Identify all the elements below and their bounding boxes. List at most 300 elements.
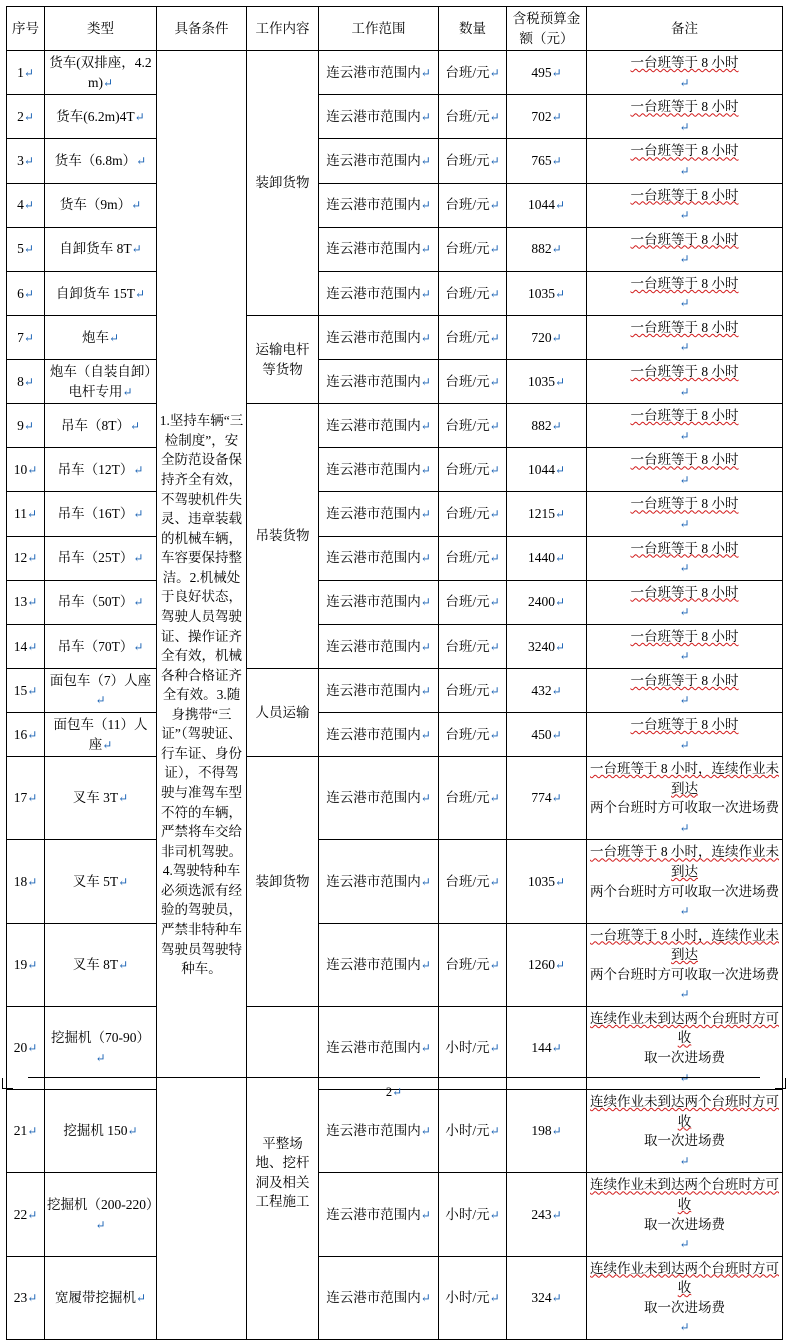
table-row	[7, 360, 783, 404]
header-condition	[157, 7, 247, 51]
pilcrow-mark: ↵	[23, 154, 34, 169]
page-number	[0, 1085, 788, 1100]
table-row	[7, 51, 783, 95]
cell-no	[7, 183, 45, 227]
pilcrow-mark: ↵	[118, 791, 129, 806]
cell-type-text: 吊车（8T）	[60, 417, 130, 433]
pilcrow-mark: ↵	[420, 463, 431, 478]
pilcrow-mark: ↵	[554, 198, 566, 213]
pilcrow-mark: ↵	[133, 463, 144, 478]
cell-type-text: 货车（9m）	[59, 197, 132, 213]
cell-work-scope	[319, 580, 439, 624]
cell-type-text: 货车（6.8m）	[54, 153, 137, 169]
pilcrow-mark: ↵	[95, 1051, 106, 1065]
cell-work-scope	[319, 757, 439, 840]
pilcrow-mark: ↵	[554, 507, 566, 522]
cell-work-scope	[319, 404, 439, 448]
pilcrow-mark: ↵	[489, 242, 500, 257]
page-number-text: 2	[385, 1085, 393, 1099]
header-amount-text: 含税预算金额（元）	[512, 11, 581, 46]
cell-amount-text: 702	[531, 109, 552, 125]
remark-line: 一台班等于 8 小时，连续作业未到达	[590, 761, 779, 796]
cell-quantity	[439, 51, 507, 95]
cell-work-scope	[319, 315, 439, 359]
cell-work-scope-text: 连云港市范围内	[326, 682, 421, 698]
remark-line: 取一次进场费	[644, 1299, 725, 1315]
cell-remark	[587, 624, 783, 668]
cell-work-scope	[319, 360, 439, 404]
pilcrow-mark: ↵	[489, 1290, 500, 1305]
cell-amount-text: 1260	[527, 956, 555, 972]
pilcrow-mark: ↵	[551, 110, 562, 125]
pilcrow-mark: ↵	[420, 1290, 431, 1305]
cell-work-scope-text: 连云港市范围内	[326, 873, 421, 889]
cell-type-text: 炮车	[81, 329, 109, 345]
cell-work-scope	[319, 95, 439, 139]
cell-amount-text: 1035	[527, 873, 555, 889]
pilcrow-mark: ↵	[551, 727, 562, 742]
cell-type-text: 挖掘机（70-90）	[51, 1030, 150, 1046]
pilcrow-mark: ↵	[489, 507, 500, 522]
cell-amount	[507, 227, 587, 271]
cell-no	[7, 536, 45, 580]
cell-no-text: 19	[13, 956, 28, 972]
cell-no-text: 16	[13, 726, 28, 742]
pilcrow-mark: ↵	[27, 595, 38, 610]
table-body	[7, 7, 783, 1340]
pilcrow-mark: ↵	[489, 1041, 500, 1056]
pilcrow-mark: ↵	[27, 957, 38, 972]
cell-quantity-text: 小时/元	[445, 1123, 490, 1139]
cell-work-scope	[319, 536, 439, 580]
pilcrow-mark: ↵	[489, 957, 500, 972]
cell-type	[45, 757, 157, 840]
header-type	[45, 7, 157, 51]
remark-line: 一台班等于 8 小时	[630, 231, 739, 247]
cell-amount	[507, 923, 587, 1006]
cell-quantity-text: 台班/元	[445, 197, 490, 213]
cell-no-text: 4	[17, 197, 24, 213]
cell-type-text: 自卸货车 8T	[59, 241, 132, 257]
cell-amount-text: 432	[531, 682, 552, 698]
pilcrow-mark: ↵	[133, 507, 144, 522]
pilcrow-mark: ↵	[420, 507, 431, 522]
cell-quantity	[439, 923, 507, 1006]
cell-type	[45, 51, 157, 95]
pilcrow-mark: ↵	[135, 286, 146, 301]
cell-type-text: 叉车 8T	[72, 956, 119, 972]
cell-type	[45, 139, 157, 183]
pilcrow-mark: ↵	[27, 1290, 38, 1305]
pilcrow-mark: ↵	[679, 737, 690, 752]
cell-no	[7, 360, 45, 404]
cell-type-text: 吊车（12T）	[57, 462, 134, 478]
pilcrow-mark: ↵	[420, 639, 431, 654]
cell-quantity-text: 小时/元	[445, 1040, 490, 1056]
cell-quantity-text: 台班/元	[445, 594, 490, 610]
cell-remark	[587, 448, 783, 492]
remark-line: 一台班等于 8 小时	[630, 628, 739, 644]
pilcrow-mark: ↵	[489, 595, 500, 610]
pilcrow-mark: ↵	[489, 418, 500, 433]
pilcrow-mark: ↵	[420, 1041, 431, 1056]
cell-remark	[587, 492, 783, 536]
cell-remark	[587, 840, 783, 923]
table-row	[7, 668, 783, 712]
cell-type	[45, 840, 157, 923]
cell-type-text: 货车(双排座，4.2m)	[49, 55, 152, 90]
cell-amount	[507, 448, 587, 492]
remark-line: 一台班等于 8 小时	[630, 672, 739, 688]
pilcrow-mark: ↵	[489, 1124, 500, 1139]
cell-type	[45, 315, 157, 359]
cell-no-text: 11	[13, 506, 27, 522]
cell-amount	[507, 315, 587, 359]
cell-type	[45, 624, 157, 668]
remark-line: 一台班等于 8 小时	[630, 717, 739, 732]
cell-remark	[587, 757, 783, 840]
pilcrow-mark: ↵	[420, 1207, 431, 1222]
cell-no-text: 8	[17, 373, 24, 389]
cell-type	[45, 1173, 160, 1256]
crop-mark-right	[775, 1078, 786, 1089]
pilcrow-mark: ↵	[551, 683, 562, 698]
cell-no-text: 17	[13, 790, 28, 806]
pilcrow-mark: ↵	[679, 561, 690, 576]
cell-amount-text: 495	[531, 64, 552, 80]
cell-amount	[507, 580, 587, 624]
cell-work-scope	[319, 840, 439, 923]
pilcrow-mark: ↵	[27, 1207, 38, 1222]
remark-line: 一台班等于 8 小时	[630, 364, 739, 379]
table-header-row	[7, 7, 783, 51]
pilcrow-mark: ↵	[679, 1153, 690, 1168]
pilcrow-mark: ↵	[134, 110, 145, 125]
cell-quantity-text: 台班/元	[445, 956, 490, 972]
pilcrow-mark: ↵	[131, 198, 142, 213]
pilcrow-mark: ↵	[489, 874, 500, 889]
cell-amount-text: 1035	[527, 373, 555, 389]
cell-work-scope-text: 连云港市范围内	[326, 1040, 421, 1056]
pilcrow-mark: ↵	[489, 551, 500, 566]
pilcrow-mark: ↵	[551, 1290, 562, 1305]
table-row	[7, 227, 783, 271]
cell-amount	[507, 536, 587, 580]
cell-remark	[587, 713, 783, 757]
header-condition-text: 具备条件	[174, 20, 229, 36]
remark-line: 一台班等于 8 小时	[630, 143, 739, 159]
cell-no-text: 6	[17, 285, 24, 301]
cell-type-text: 面包车（7）人座	[49, 672, 152, 688]
cell-work-content-text: 平整场地、挖杆洞及相关工程施工	[255, 1135, 310, 1210]
cell-quantity-text: 台班/元	[445, 638, 490, 654]
pilcrow-mark: ↵	[420, 110, 431, 125]
cell-type	[45, 713, 157, 757]
cell-amount-text: 2400	[527, 594, 555, 610]
cell-work-scope	[319, 448, 439, 492]
cell-work-content	[247, 668, 319, 756]
pilcrow-mark: ↵	[554, 957, 566, 972]
cell-quantity-text: 台班/元	[445, 64, 490, 80]
cell-no	[7, 271, 45, 315]
pilcrow-mark: ↵	[679, 75, 690, 90]
cell-type	[45, 271, 157, 315]
remark-line: 连续作业未到达两个台班时方可收	[590, 1177, 779, 1212]
cell-work-scope	[319, 923, 439, 1006]
cell-amount-text: 144	[531, 1040, 552, 1056]
pilcrow-mark: ↵	[420, 418, 431, 433]
pilcrow-mark: ↵	[127, 1124, 138, 1139]
cell-quantity-text: 小时/元	[445, 1206, 490, 1222]
pilcrow-mark: ↵	[489, 791, 500, 806]
header-no	[7, 7, 45, 51]
pilcrow-mark: ↵	[27, 683, 38, 698]
cell-no	[7, 1173, 45, 1256]
cell-work-scope	[319, 227, 439, 271]
pilcrow-mark: ↵	[420, 1124, 431, 1139]
table-row	[7, 624, 783, 668]
cell-no-text: 18	[13, 873, 28, 889]
cell-quantity-text: 台班/元	[445, 790, 490, 806]
cell-no	[7, 668, 45, 712]
header-amount	[507, 7, 587, 51]
pilcrow-mark: ↵	[108, 330, 120, 345]
cell-amount	[507, 139, 587, 183]
cell-amount-text: 198	[531, 1123, 552, 1139]
cell-quantity	[439, 183, 507, 227]
cell-amount	[507, 840, 587, 923]
header-work-scope-text: 工作范围	[351, 20, 406, 36]
table-row	[7, 580, 783, 624]
cell-work-scope-text: 连云港市范围内	[326, 550, 421, 566]
cell-type	[45, 404, 157, 448]
pilcrow-mark: ↵	[27, 639, 38, 654]
pilcrow-mark: ↵	[489, 683, 500, 698]
cell-no-text: 2	[17, 109, 24, 125]
cell-amount-text: 882	[531, 241, 552, 257]
cell-no	[7, 95, 45, 139]
pilcrow-mark: ↵	[679, 693, 690, 708]
pilcrow-mark: ↵	[679, 1237, 690, 1252]
cell-amount-text: 324	[531, 1289, 552, 1305]
cell-quantity-text: 台班/元	[445, 682, 490, 698]
page-footer	[0, 1071, 788, 1111]
cell-remark	[587, 315, 783, 359]
header-work-content	[247, 7, 319, 51]
cell-quantity	[439, 536, 507, 580]
cell-work-scope	[319, 1256, 439, 1339]
cell-quantity	[439, 757, 507, 840]
cell-amount-text: 3240	[527, 638, 555, 654]
pilcrow-mark: ↵	[551, 65, 562, 80]
table-row	[7, 139, 783, 183]
pilcrow-mark: ↵	[420, 374, 431, 389]
cell-work-content	[247, 51, 319, 316]
table-row	[7, 95, 783, 139]
pilcrow-mark: ↵	[489, 154, 500, 169]
cell-amount-text: 1035	[527, 285, 555, 301]
cell-work-scope-text: 连云港市范围内	[326, 1289, 421, 1305]
cell-amount-text: 450	[531, 726, 552, 742]
cell-quantity	[439, 492, 507, 536]
cell-quantity	[439, 624, 507, 668]
pilcrow-mark: ↵	[135, 1290, 147, 1305]
pilcrow-mark: ↵	[23, 330, 34, 345]
pilcrow-mark: ↵	[679, 208, 690, 223]
pilcrow-mark: ↵	[133, 551, 144, 566]
cell-quantity	[439, 448, 507, 492]
cell-no-text: 23	[13, 1289, 28, 1305]
cell-no	[7, 315, 45, 359]
pilcrow-mark: ↵	[679, 820, 690, 835]
pilcrow-mark: ↵	[679, 428, 690, 443]
cell-no	[7, 404, 45, 448]
remark-line: 一台班等于 8 小时	[630, 584, 739, 600]
pilcrow-mark: ↵	[489, 65, 500, 80]
remark-line: 一台班等于 8 小时	[630, 408, 739, 424]
cell-remark	[587, 580, 783, 624]
cell-no-text: 10	[13, 462, 28, 478]
pilcrow-mark: ↵	[420, 683, 431, 698]
cell-no	[7, 51, 45, 95]
cell-work-scope-text: 连云港市范围内	[326, 153, 421, 169]
pilcrow-mark: ↵	[420, 286, 431, 301]
remark-line: 一台班等于 8 小时	[630, 55, 739, 71]
cell-no	[7, 580, 45, 624]
cell-quantity-text: 台班/元	[445, 285, 490, 301]
pilcrow-mark: ↵	[420, 595, 431, 610]
cell-work-scope-text: 连云港市范围内	[326, 241, 421, 257]
pilcrow-mark: ↵	[118, 874, 129, 889]
cell-no-text: 12	[13, 550, 28, 566]
cell-remark	[587, 923, 783, 1006]
cell-quantity	[439, 1173, 507, 1256]
remark-line: 两个台班时方可收取一次进场费	[590, 883, 779, 899]
cell-amount	[507, 95, 587, 139]
cell-quantity	[439, 580, 507, 624]
cell-quantity	[439, 271, 507, 315]
pilcrow-mark: ↵	[133, 639, 144, 654]
cell-remark	[587, 404, 783, 448]
cell-quantity-text: 台班/元	[445, 329, 490, 345]
header-quantity	[439, 7, 507, 51]
pilcrow-mark: ↵	[23, 374, 34, 389]
pilcrow-mark: ↵	[551, 154, 562, 169]
cell-work-scope-text: 连云港市范围内	[326, 726, 421, 742]
cell-quantity-text: 台班/元	[445, 550, 490, 566]
cell-amount-text: 882	[531, 417, 552, 433]
pilcrow-mark: ↵	[27, 1124, 38, 1139]
cell-amount-text: 1044	[527, 197, 555, 213]
cell-type	[45, 668, 157, 712]
cell-quantity	[439, 95, 507, 139]
pilcrow-mark: ↵	[26, 507, 38, 522]
cell-type	[45, 923, 157, 1006]
cell-quantity-text: 台班/元	[445, 373, 490, 389]
crop-mark-left	[2, 1078, 13, 1089]
cell-no	[7, 492, 45, 536]
pilcrow-mark: ↵	[554, 551, 566, 566]
table-row	[7, 315, 783, 359]
cell-no	[7, 1256, 45, 1339]
cell-work-scope-text: 连云港市范围内	[326, 790, 421, 806]
cell-work-content-text: 装卸货物	[255, 873, 310, 889]
pilcrow-mark: ↵	[420, 551, 431, 566]
cell-work-scope-text: 连云港市范围内	[326, 462, 421, 478]
remark-line: 一台班等于 8 小时	[630, 452, 739, 468]
pilcrow-mark: ↵	[27, 551, 38, 566]
cell-quantity-text: 台班/元	[445, 153, 490, 169]
cell-quantity	[439, 713, 507, 757]
cell-work-content-text: 人员运输	[255, 704, 310, 720]
cell-no-text: 5	[17, 241, 24, 257]
cell-no-text: 15	[13, 682, 28, 698]
cell-type	[45, 448, 157, 492]
cell-type-text: 叉车 5T	[72, 873, 119, 889]
cell-work-scope-text: 连云港市范围内	[326, 1206, 421, 1222]
cell-quantity-text: 台班/元	[445, 462, 490, 478]
cell-type-text: 吊车（25T）	[57, 550, 134, 566]
table-row	[7, 1256, 783, 1339]
cell-amount	[507, 668, 587, 712]
header-work-scope	[319, 7, 439, 51]
table-row	[7, 492, 783, 536]
cell-remark	[587, 1256, 783, 1339]
cell-type-text: 挖掘机 150	[63, 1123, 128, 1139]
pilcrow-mark: ↵	[489, 110, 500, 125]
cell-quantity-text: 台班/元	[445, 241, 490, 257]
pilcrow-mark: ↵	[27, 791, 38, 806]
pilcrow-mark: ↵	[23, 242, 34, 257]
pilcrow-mark: ↵	[679, 163, 690, 178]
table-row	[7, 183, 783, 227]
pilcrow-mark: ↵	[551, 791, 562, 806]
cell-work-scope	[319, 183, 439, 227]
pilcrow-mark: ↵	[551, 242, 562, 257]
pilcrow-mark: ↵	[554, 639, 566, 654]
pilcrow-mark: ↵	[679, 649, 690, 664]
pilcrow-mark: ↵	[551, 330, 562, 345]
cell-remark	[587, 139, 783, 183]
cell-no-text: 20	[13, 1040, 28, 1056]
cell-work-scope-text: 连云港市范围内	[326, 197, 421, 213]
pilcrow-mark: ↵	[23, 65, 34, 80]
cell-work-content-text: 吊装货物	[255, 528, 310, 544]
pilcrow-mark: ↵	[23, 110, 34, 125]
remark-line: 连续作业未到达两个台班时方可收	[590, 1010, 779, 1046]
pilcrow-mark: ↵	[554, 463, 566, 478]
cell-remark	[587, 95, 783, 139]
cell-work-scope-text: 连云港市范围内	[326, 64, 421, 80]
pilcrow-mark: ↵	[489, 463, 500, 478]
pilcrow-mark: ↵	[420, 242, 431, 257]
cell-work-scope-text: 连云港市范围内	[326, 956, 421, 972]
cell-type-text: 面包车（11）人座	[53, 717, 148, 752]
cell-amount-text: 1215	[527, 506, 555, 522]
pilcrow-mark: ↵	[679, 384, 690, 399]
cell-amount	[507, 51, 587, 95]
cell-no-text: 21	[13, 1123, 28, 1139]
cell-quantity	[439, 139, 507, 183]
pilcrow-mark: ↵	[679, 472, 690, 487]
cell-type	[45, 492, 157, 536]
cell-no-text: 1	[17, 64, 24, 80]
cell-work-scope-text: 连云港市范围内	[326, 638, 421, 654]
pilcrow-mark: ↵	[23, 286, 34, 301]
pilcrow-mark: ↵	[420, 198, 431, 213]
cell-remark	[587, 51, 783, 95]
cell-work-scope-text: 连云港市范围内	[326, 417, 421, 433]
